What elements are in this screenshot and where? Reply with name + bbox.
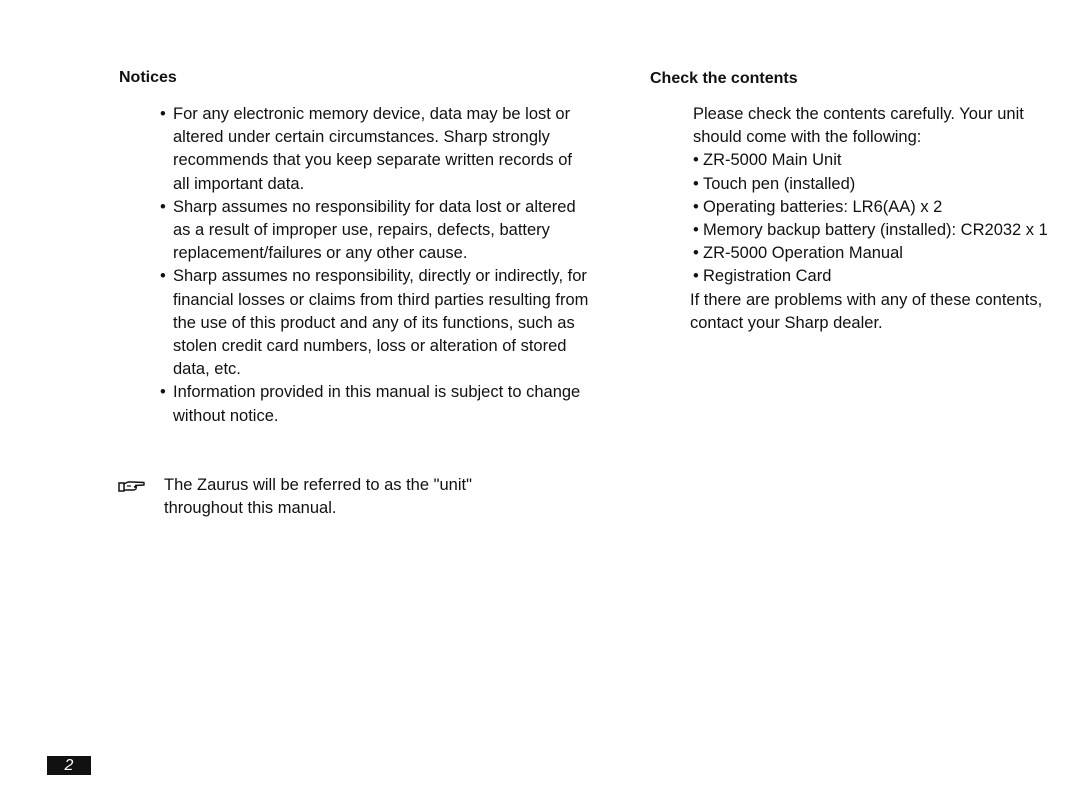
list-item: • ZR-5000 Main Unit (693, 149, 1073, 172)
list-item: • Touch pen (installed) (693, 173, 1073, 196)
list-item: • Information provided in this manual is subject to change without notice. (160, 381, 590, 427)
list-item: • Sharp assumes no responsibility for data lost or altered as a result of improper use, repairs, defects, battery replacement/failures or any other cause. (160, 196, 590, 266)
check-contents-heading: Check the contents (650, 70, 798, 87)
list-item: • Registration Card (693, 265, 1073, 288)
list-item: • Operating batteries: LR6(AA) x 2 (693, 196, 1073, 219)
list-item: • Sharp assumes no responsibility, directly or indirectly, for financial losses or claims from third parties resulting from the use of this product and any of its functions, such as stolen credit card numbers, loss or alteration of stored data, etc. (160, 265, 590, 381)
list-item: • ZR-5000 Operation Manual (693, 242, 1073, 265)
list-item: • Memory backup battery (installed): CR2032 x 1 (693, 219, 1073, 242)
contents-list (693, 149, 1073, 288)
list-item: • For any electronic memory device, data may be lost or altered under certain circumstances. Sharp strongly recommends that you keep separate written records of all important data. (160, 103, 590, 196)
contents-intro: Please check the contents carefully. Your unit should come with the following: (693, 105, 1024, 147)
notices-heading: Notices (119, 69, 177, 86)
note-text: The Zaurus will be referred to as the "unit" throughout this manual. (164, 476, 472, 518)
page-number: 2 (47, 756, 91, 775)
pointing-hand-icon (118, 479, 146, 493)
reference-note (118, 474, 558, 520)
contents-outro: If there are problems with any of these contents, contact your Sharp dealer. (690, 290, 1043, 332)
notices-list (160, 103, 590, 428)
check-contents-section (690, 103, 1073, 335)
